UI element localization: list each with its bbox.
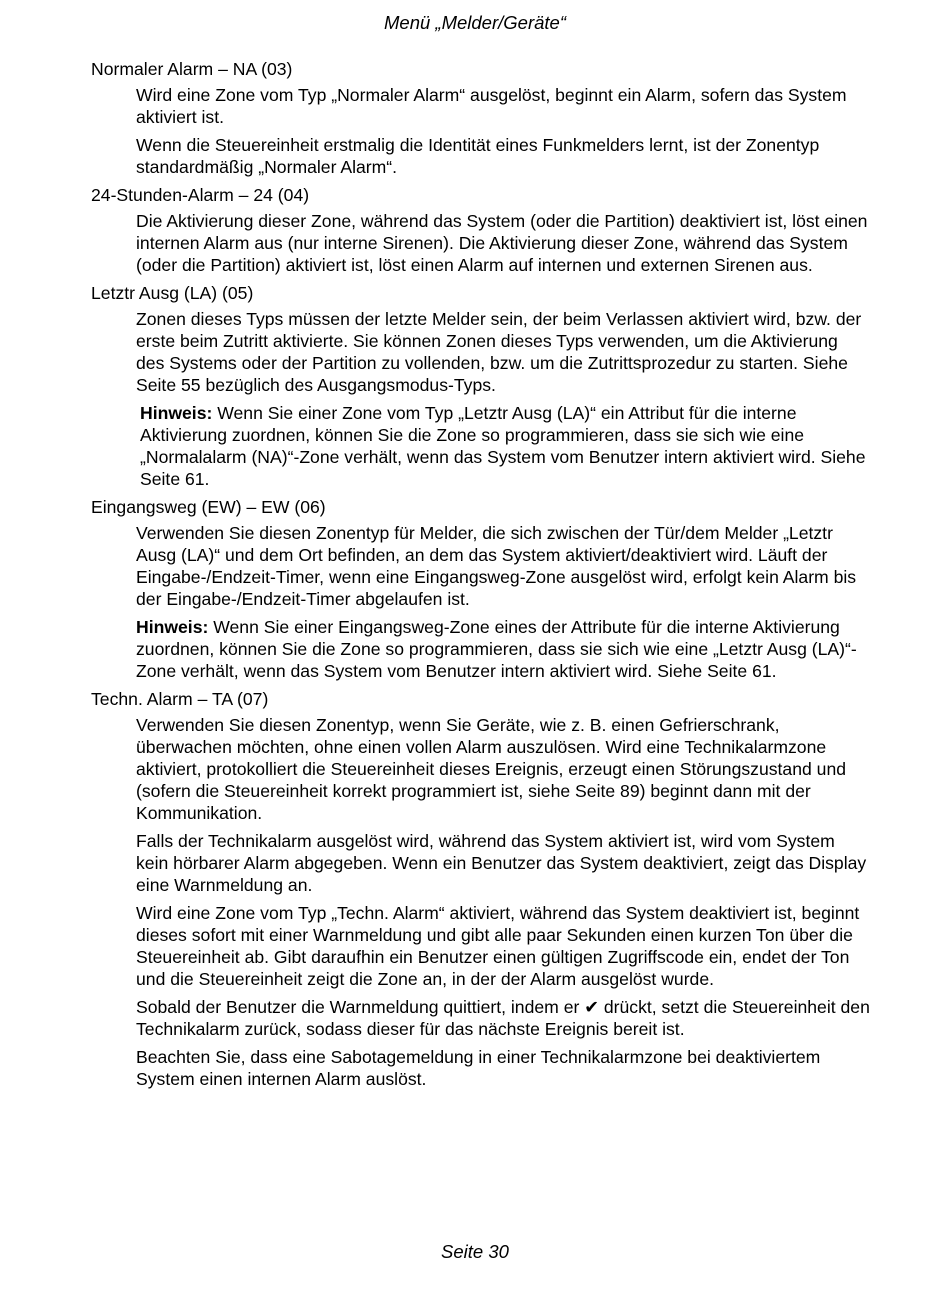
note-label: Hinweis: [140, 403, 213, 423]
paragraph: Verwenden Sie diesen Zonentyp, wenn Sie Geräte, wie z. B. einen Gefrierschrank, überwachen möchten, ohne einen vollen Alarm auszulösen. Wird eine Technikalarmzone aktiviert, protokolliert die Steuereinheit dieses Ereignis, erzeugt einen Störungszustand und (sofern die Steuereinheit korrekt programmiert ist, siehe Seite 89) beginnt dann mit der Kommunikation. [136, 715, 847, 823]
note-text: Wenn Sie einer Zone vom Typ „Letztr Ausg (LA)“ ein Attribut für die interne Aktivierung zuordnen, können Sie die Zone so programmieren, dass sie sich wie eine „Normalalarm (NA)“-Zone verhält, wenn das System vom Benutzer intern aktiviert wird. Siehe Seite 61. [140, 403, 866, 489]
section-heading: Eingangsweg (EW) – EW (06) [91, 497, 326, 517]
paragraph: Falls der Technikalarm ausgelöst wird, während das System aktiviert ist, wird vom System kein hörbarer Alarm abgegeben. Wenn ein Benutzer das System deaktiviert, zeigt das Display eine Warnmeldung an. [136, 831, 867, 895]
page-number: Seite 30 [441, 1241, 509, 1262]
note-text: Wenn Sie einer Eingangsweg-Zone eines der Attribute für die interne Aktivierung zuordnen, können Sie die Zone so programmieren, dass sie sich wie eine „Letztr Ausg (LA)“-Zone verhält, wenn das System vom Benutzer intern aktiviert wird. Siehe Seite 61. [136, 617, 857, 681]
section-heading: Techn. Alarm – TA (07) [91, 689, 269, 709]
section-eingangsweg [91, 496, 871, 682]
paragraph: Zonen dieses Typs müssen der letzte Melder sein, der beim Verlassen aktiviert wird, bzw. der erste beim Zutritt aktivierte. Sie können Zonen dieses Typs verwenden, um die Aktivierung des Systems oder der Partition zu vollenden, bzw. um die Zutrittsprozedur zu starten. Siehe Seite 55 bezüglich des Ausgangsmodus-Typs. [136, 309, 862, 395]
paragraph: Wird eine Zone vom Typ „Normaler Alarm“ ausgelöst, beginnt ein Alarm, sofern das System aktiviert ist. [136, 85, 847, 127]
page-header: Menü „Melder/Geräte“ [384, 12, 566, 33]
paragraph: Verwenden Sie diesen Zonentyp für Melder, die sich zwischen der Tür/dem Melder „Letztr Ausg (LA)“ und dem Ort befinden, an dem das System aktiviert/deaktiviert wird. Läuft der Eingabe-/Endzeit-Timer, wenn eine Eingangsweg-Zone ausgelöst wird, erfolgt kein Alarm bis der Eingabe-/Endzeit-Timer abgelaufen ist. [136, 523, 857, 609]
section-24-stunden-alarm [91, 184, 871, 276]
paragraph: Beachten Sie, dass eine Sabotagemeldung in einer Technikalarmzone bei deaktiviertem System einen internen Alarm auslöst. [136, 1047, 821, 1089]
section-techn-alarm [91, 688, 871, 1090]
document-body [91, 58, 871, 1096]
section-heading: 24-Stunden-Alarm – 24 (04) [91, 185, 310, 205]
section-heading: Letztr Ausg (LA) (05) [91, 283, 254, 303]
note-label: Hinweis: [136, 617, 209, 637]
paragraph: Wenn die Steuereinheit erstmalig die Identität eines Funkmelders lernt, ist der Zonentyp standardmäßig „Normaler Alarm“. [136, 135, 820, 177]
note [136, 616, 871, 682]
section-heading: Normaler Alarm – NA (03) [91, 59, 293, 79]
section-normaler-alarm [91, 58, 871, 178]
section-letztr-ausg [91, 282, 871, 490]
paragraph: Sobald der Benutzer die Warnmeldung quittiert, indem er ✔ drückt, setzt die Steuereinheit den Technikalarm zurück, sodass dieser für das nächste Ereignis bereit ist. [136, 997, 870, 1039]
paragraph: Wird eine Zone vom Typ „Techn. Alarm“ aktiviert, während das System deaktiviert ist, beginnt dieses sofort mit einer Warnmeldung und gibt alle paar Sekunden einen kurzen Ton über die Steuereinheit ab. Gibt daraufhin ein Benutzer einen gültigen Zugriffscode ein, endet der Ton und die Steuereinheit zeigt die Zone an, in der der Alarm ausgelöst wurde. [136, 903, 860, 989]
note [140, 402, 871, 490]
paragraph: Die Aktivierung dieser Zone, während das System (oder die Partition) deaktiviert ist, löst einen internen Alarm aus (nur interne Sirenen). Die Aktivierung dieser Zone, während das System (oder die Partition) aktiviert ist, löst einen Alarm auf internen und externen Sirenen aus. [136, 211, 868, 275]
